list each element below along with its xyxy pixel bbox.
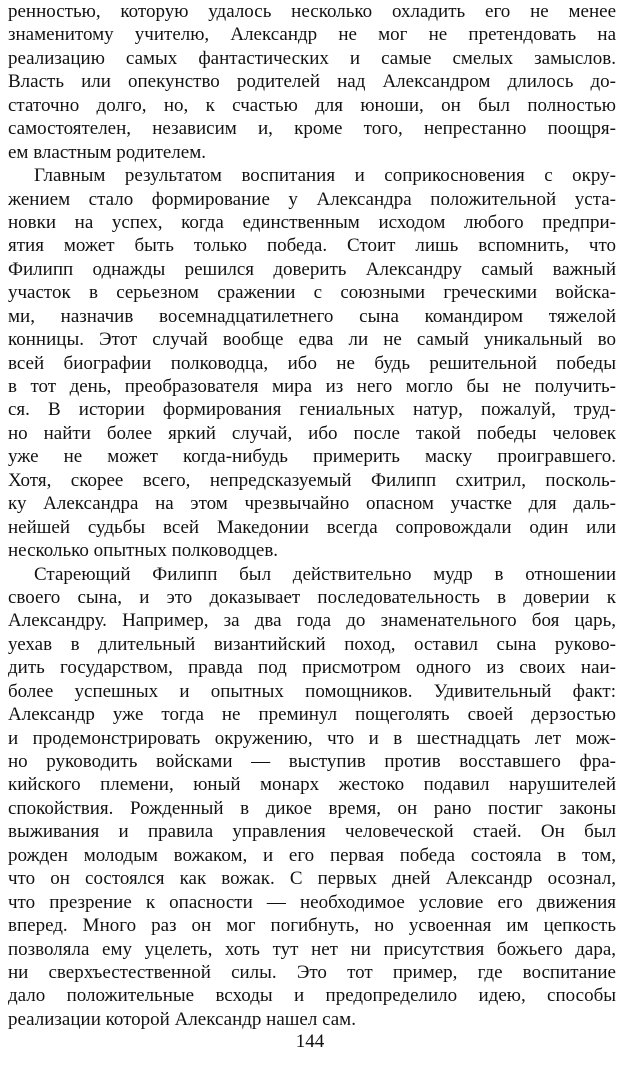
text-line: знаменитому учителю, Александр не мог не претендовать на	[8, 24, 616, 46]
page-number: 144	[295, 1031, 325, 1052]
text-line: нейшей судьбы всей Македонии всегда сопровождали один или	[8, 516, 616, 538]
text-line: дало положительные всходы и предопределило идею, способы	[8, 985, 616, 1007]
text-line: что он состоялся как вожак. С первых дней Александр осознал,	[8, 868, 616, 890]
text-line: конницы. Этот случай вообще едва ли не самый уникальный во	[8, 329, 616, 351]
body-text	[8, 0, 616, 1031]
text-line: Власть или опекунство родителей над Александром длилось до-	[8, 71, 616, 93]
text-line: Александр уже тогда не преминул пощеголять своей дерзостью	[8, 704, 616, 726]
text-line: уехав в длительный византийский поход, оставил сына руково-	[8, 633, 616, 655]
text-line: несколько опытных полководцев.	[8, 540, 279, 562]
text-line: вперед. Много раз он мог погибнуть, но усвоенная им цепкость	[8, 915, 616, 937]
text-line: Хотя, скорее всего, непредсказуемый Филипп схитрил, посколь-	[8, 469, 616, 491]
text-line: новки на успех, когда единственным исходом любого предпри-	[8, 211, 616, 233]
text-line: ренностью, которую удалось несколько охладить его не менее	[8, 1, 616, 22]
text-line: рожден молодым вожаком, и его первая победа состояла в том,	[8, 844, 616, 866]
text-line: своего сына, и это доказывает последовательность в доверии к	[8, 586, 616, 608]
text-line: Стареющий Филипп был действительно мудр в отношении	[34, 563, 616, 585]
text-line: но найти более яркий случай, ибо после такой победы человек	[8, 422, 616, 444]
text-line: более успешных и опытных помощников. Удивительный факт:	[8, 680, 616, 702]
text-line: дить государством, правда под присмотром одного из своих наи-	[8, 657, 616, 679]
text-line: что презрение к опасности — необходимое условие его движения	[8, 891, 616, 913]
text-line: ся. В истории формирования гениальных натур, пожалуй, труд-	[8, 399, 616, 421]
text-line: и продемонстрировать окружению, что и в шестнадцать лет мож-	[8, 727, 616, 749]
text-line: статочно долго, но, к счастью для юноши, он был полностью	[8, 94, 616, 116]
text-line: ятия может быть только победа. Стоит лишь вспомнить, что	[8, 235, 616, 257]
text-line: но руководить войсками — выступив против восставшего фра-	[8, 751, 616, 772]
text-line: участок в серьезном сражении с союзными греческими войска-	[8, 282, 616, 304]
text-line: выживания и правила управления человеческой стаей. Он был	[8, 821, 616, 843]
text-line: уже не может когда-нибудь примерить маску проигравшего.	[8, 446, 616, 468]
text-line: ку Александра на этом чрезвычайно опасном участке для даль-	[8, 493, 616, 515]
text-line: в тот день, преобразователя мира из него могло бы не получить-	[8, 376, 616, 397]
text-line: реализации которой Александр нашел сам.	[8, 1008, 356, 1030]
text-line: Главным результатом воспитания и соприкосновения с окру-	[34, 165, 616, 187]
text-line: ни сверхъестественной силы. Это тот пример, где воспитание	[8, 961, 616, 983]
text-line: реализацию самых фантастических и самые смелых замыслов.	[8, 47, 616, 69]
text-line: Филипп однажды решился доверить Александру самый важный	[8, 258, 616, 280]
text-line: Александру. Например, за два года до знаменательного боя царь,	[8, 610, 616, 632]
text-line: ми, назначив восемнадцатилетнего сына командиром тяжелой	[8, 305, 616, 327]
text-line: всей биографии полководца, ибо не будь решительной победы	[8, 352, 616, 374]
text-line: спокойствия. Рожденный в дикое время, он рано постиг законы	[8, 797, 616, 819]
text-line: жением стало формирование у Александра положительной уста-	[8, 188, 616, 210]
text-line: самостоятелен, независим и, кроме того, непрестанно поощря-	[8, 118, 616, 140]
text-line: ем властным родителем.	[8, 141, 206, 163]
text-line: позволяла ему уцелеть, хоть тут нет ни присутствия божьего дара,	[8, 938, 616, 960]
text-line: кийского племени, юный монарх жестоко подавил нарушителей	[8, 774, 616, 796]
